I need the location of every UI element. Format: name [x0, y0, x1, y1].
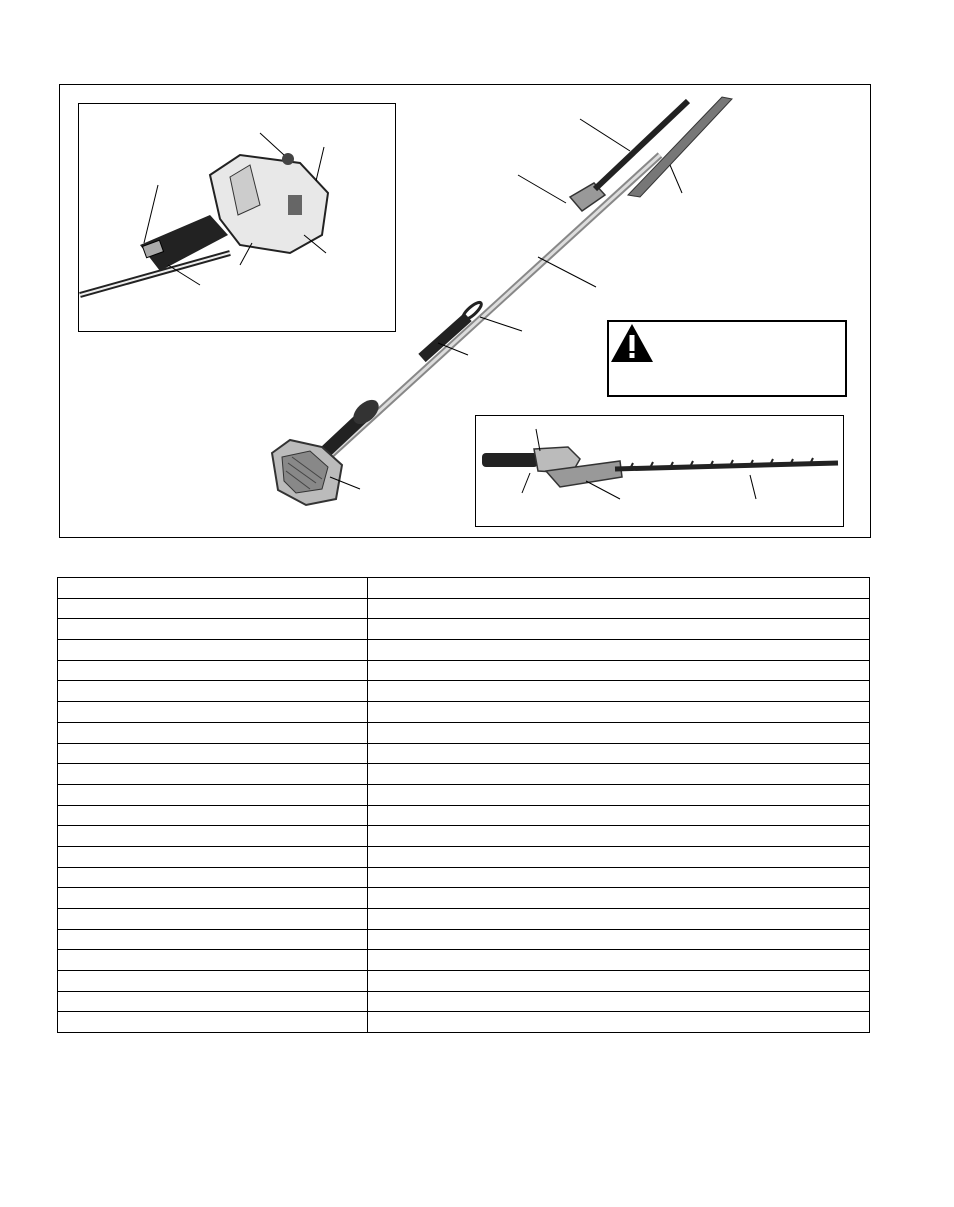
table-row [58, 743, 870, 764]
part-name-cell [58, 846, 368, 867]
part-description-cell [368, 805, 870, 826]
cutting-head-inset-frame [475, 415, 844, 527]
table-row [58, 826, 870, 847]
part-name-cell [58, 888, 368, 909]
part-name-cell [58, 660, 368, 681]
part-description-cell [368, 764, 870, 785]
warning-triangle-icon [609, 322, 655, 364]
table-row [58, 660, 870, 681]
table-row [58, 971, 870, 992]
part-description-cell [368, 888, 870, 909]
part-name-cell [58, 619, 368, 640]
engine-inset-frame [78, 103, 396, 332]
part-name-cell [58, 971, 368, 992]
part-name-cell [58, 991, 368, 1012]
part-name-cell [58, 784, 368, 805]
part-description-cell [368, 867, 870, 888]
part-name-cell [58, 598, 368, 619]
part-name-cell [58, 909, 368, 930]
table-row [58, 991, 870, 1012]
table-row [58, 846, 870, 867]
part-description-cell [368, 619, 870, 640]
table-row [58, 784, 870, 805]
part-name-cell [58, 640, 368, 661]
part-description-cell [368, 681, 870, 702]
part-description-cell [368, 722, 870, 743]
part-name-cell [58, 826, 368, 847]
table-row [58, 640, 870, 661]
product-illustration [59, 84, 871, 538]
part-description-cell [368, 826, 870, 847]
part-name-cell [58, 1012, 368, 1033]
table-row [58, 805, 870, 826]
part-description-cell [368, 660, 870, 681]
part-description-cell [368, 578, 870, 599]
table-row [58, 909, 870, 930]
part-description-cell [368, 846, 870, 867]
part-name-cell [58, 950, 368, 971]
table-row [58, 888, 870, 909]
part-description-cell [368, 702, 870, 723]
part-description-cell [368, 991, 870, 1012]
part-name-cell [58, 702, 368, 723]
part-name-cell [58, 805, 368, 826]
part-description-cell [368, 929, 870, 950]
table-row [58, 867, 870, 888]
table-row [58, 681, 870, 702]
part-description-cell [368, 909, 870, 930]
part-description-cell [368, 640, 870, 661]
parts-table [57, 577, 870, 1033]
part-name-cell [58, 681, 368, 702]
table-row [58, 619, 870, 640]
table-row [58, 722, 870, 743]
part-name-cell [58, 867, 368, 888]
part-description-cell [368, 971, 870, 992]
table-row [58, 764, 870, 785]
table-row [58, 578, 870, 599]
table-row [58, 702, 870, 723]
part-description-cell [368, 598, 870, 619]
table-row [58, 598, 870, 619]
table-row [58, 950, 870, 971]
part-description-cell [368, 1012, 870, 1033]
part-description-cell [368, 743, 870, 764]
part-name-cell [58, 764, 368, 785]
part-name-cell [58, 578, 368, 599]
part-description-cell [368, 784, 870, 805]
part-name-cell [58, 743, 368, 764]
warning-box [607, 320, 847, 397]
table-row [58, 929, 870, 950]
part-description-cell [368, 950, 870, 971]
part-name-cell [58, 929, 368, 950]
table-row [58, 1012, 870, 1033]
part-name-cell [58, 722, 368, 743]
